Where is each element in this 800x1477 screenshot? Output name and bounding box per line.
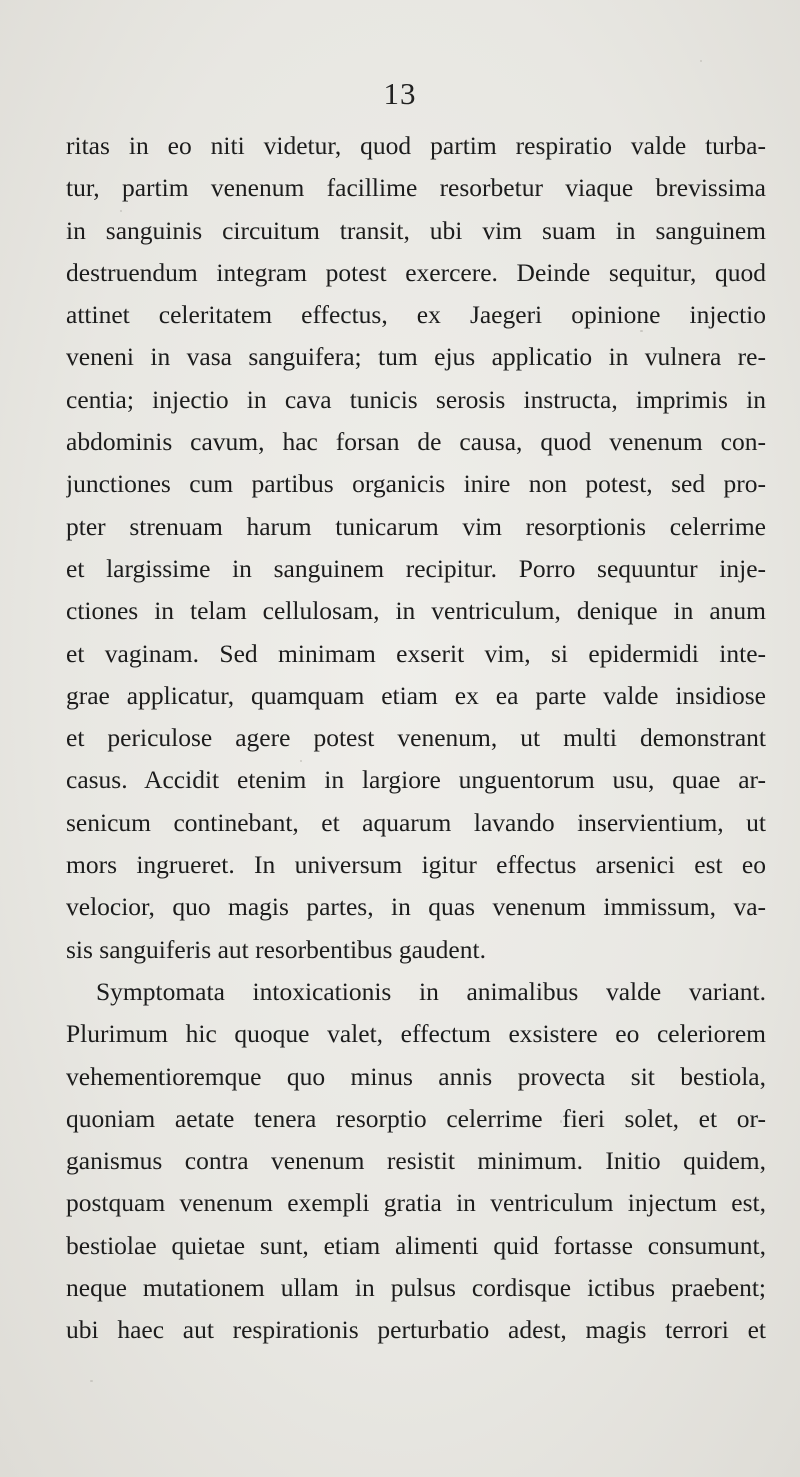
text-line: quoniam aetate tenera resorptio celerrime fieri solet, et or-	[66, 1103, 766, 1133]
text-line: ganismus contra venenum resistit minimum. Initio quidem,	[66, 1146, 766, 1176]
text-line: junctiones cum partibus organicis inire non potest, sed pro-	[66, 469, 766, 499]
text-line: pter strenuam harum tunicarum vim resorptionis celerrime	[66, 511, 766, 541]
text-line: destruendum integram potest exercere. Deinde sequitur, quod	[66, 257, 766, 287]
text-line: et vaginam. Sed minimam exserit vim, si epidermidi inte-	[66, 638, 766, 668]
text-line: bestiolae quietae sunt, etiam alimenti quid fortasse consumunt,	[66, 1230, 766, 1260]
text-line: tur, partim venenum facillime resorbetur viaque brevissima	[66, 173, 766, 203]
text-line: grae applicatur, quamquam etiam ex ea parte valde insidiose	[66, 680, 766, 710]
text-line: Plurimum hic quoque valet, effectum exsistere eo celeriorem	[66, 1019, 766, 1049]
text-line-paragraph-start: Symptomata intoxicationis in animalibus valde variant.	[96, 976, 766, 1006]
text-line: velocior, quo magis partes, in quas venenum immissum, va-	[66, 892, 766, 922]
text-line: et periculose agere potest venenum, ut multi demonstrant	[66, 723, 766, 753]
text-line-paragraph-end: sis sanguiferis aut resorbentibus gaudent.	[66, 934, 486, 964]
text-line: ritas in eo niti videtur, quod partim respiratio valde turba-	[66, 131, 766, 160]
text-line: senicum continebant, et aquarum lavando inservientium, ut	[66, 807, 766, 837]
text-line: veneni in vasa sanguifera; tum ejus applicatio in vulnera re-	[66, 342, 766, 372]
text-line: postquam venenum exempli gratia in ventriculum injectum est,	[66, 1188, 766, 1218]
text-line: in sanguinis circuitum transit, ubi vim suam in sanguinem	[66, 215, 766, 245]
text-line: mors ingrueret. In universum igitur effectus arsenici est eo	[66, 850, 766, 880]
text-line: vehementioremque quo minus annis provecta sit bestiola,	[66, 1061, 766, 1091]
page-number: 13	[383, 76, 417, 111]
text-line: casus. Accidit etenim in largiore unguentorum usu, quae ar-	[66, 765, 766, 795]
text-line: ctiones in telam cellulosam, in ventriculum, denique in anum	[66, 596, 766, 626]
text-line: ubi haec aut respirationis perturbatio adest, magis terrori et	[66, 1315, 766, 1345]
text-line: et largissime in sanguinem recipitur. Porro sequuntur inje-	[66, 553, 766, 583]
text-line: neque mutationem ullam in pulsus cordisque ictibus praebent;	[66, 1273, 766, 1303]
body-text	[66, 125, 766, 1352]
text-line: abdominis cavum, hac forsan de causa, quod venenum con-	[66, 427, 766, 457]
text-line: centia; injectio in cava tunicis serosis instructa, imprimis in	[66, 384, 766, 414]
text-line: attinet celeritatem effectus, ex Jaegeri opinione injectio	[66, 300, 766, 330]
